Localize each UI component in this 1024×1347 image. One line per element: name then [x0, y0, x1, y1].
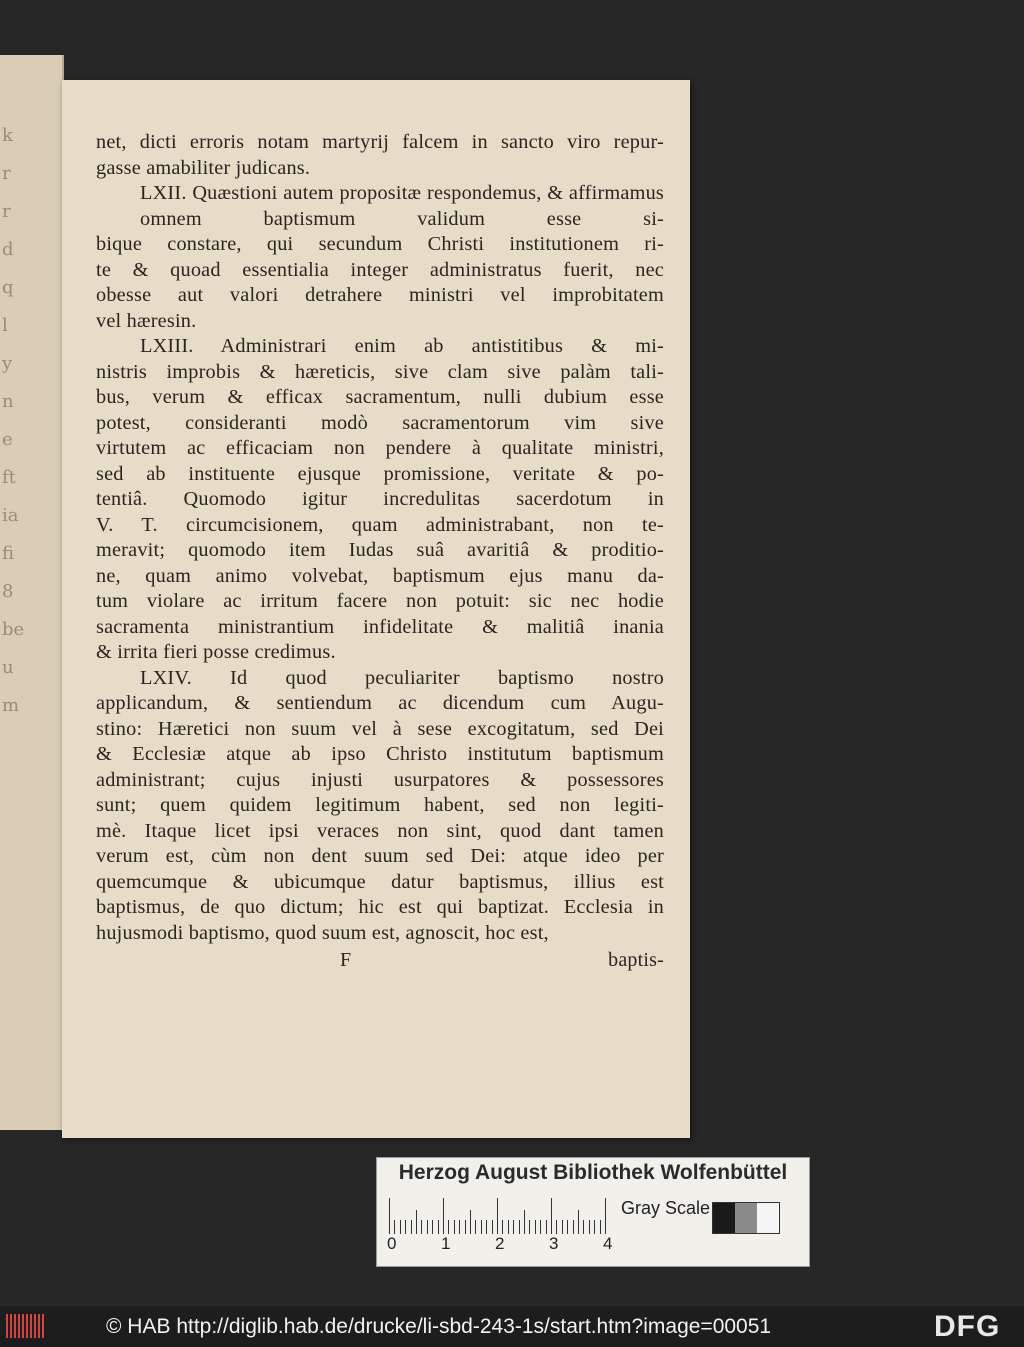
ghost-letter: k [2, 125, 13, 146]
ruler-tick [438, 1220, 439, 1234]
gray-scale-label: Gray Scale [621, 1198, 711, 1218]
signature-mark: F [340, 949, 352, 971]
ruler-tick [556, 1220, 557, 1234]
ruler-tick [594, 1220, 595, 1234]
ghost-letter: y [2, 353, 13, 374]
status-bar [0, 1306, 1024, 1347]
ruler-tick [600, 1220, 601, 1234]
text-line: gasse amabiliter judicans. [96, 156, 311, 179]
ghost-letter: ia [2, 505, 19, 526]
ruler-tick [546, 1220, 547, 1234]
ruler-number: 4 [603, 1234, 613, 1253]
ruler-tick [411, 1220, 412, 1234]
ruler-tick [513, 1220, 514, 1234]
text-line: bus, verum & efficax sacramentum, nulli dubium esse [96, 386, 664, 408]
text-line: & Ecclesiæ atque ab ipso Christo institutum baptismum [96, 743, 664, 765]
ruler-tick [400, 1220, 401, 1234]
ghost-letter: r [2, 201, 11, 222]
ruler-tick [481, 1220, 482, 1234]
ruler-number: 3 [549, 1234, 559, 1253]
ruler-tick [475, 1220, 476, 1234]
text-line: LXIII. Administrari enim ab antistitibus & mi- [140, 335, 664, 357]
ghost-letter: fi [2, 543, 15, 564]
ghost-letter: be [2, 619, 25, 640]
ruler-tick [416, 1210, 417, 1234]
ruler-tick [519, 1220, 520, 1234]
ruler-tick [562, 1220, 563, 1234]
ruler-tick [583, 1220, 584, 1234]
text-line: quemcumque & ubicumque datur baptismus, illius est [96, 870, 664, 893]
ghost-letter: d [2, 239, 14, 260]
ghost-letter: l [2, 315, 8, 336]
ruler-tick [567, 1220, 568, 1234]
ruler-tick [432, 1220, 433, 1234]
gray-swatches [712, 1202, 780, 1234]
text-line: nistris improbis & hæreticis, sive clam sive palàm tali- [96, 360, 664, 383]
ruler-tick [605, 1198, 606, 1234]
text-line: LXII. Quæstioni autem propositæ respondemus, & affirmamus omnem baptismum validum esse si- [140, 182, 664, 230]
ruler-tick [535, 1220, 536, 1234]
ruler-tick [394, 1220, 395, 1234]
text-line: sacramenta ministrantium infidelitate & malitiâ inania [96, 615, 664, 638]
gray-swatch [735, 1203, 757, 1233]
text-line: potest, consideranti modò sacramentorum vim sive [96, 411, 664, 434]
text-line: V. T. circumcisionem, quam administrabant, non te- [96, 513, 664, 536]
ruler-tick [486, 1220, 487, 1234]
page-text [96, 130, 664, 974]
ruler-number: 2 [495, 1234, 505, 1253]
hab-logo-icon [6, 1314, 46, 1338]
text-line: verum est, cùm non dent suum sed Dei: atque ideo per [96, 845, 664, 867]
ghost-letter: r [2, 163, 11, 184]
ruler-tick [427, 1220, 428, 1234]
catchword: baptis- [608, 949, 664, 971]
ruler-tick [578, 1210, 579, 1234]
ghost-letter: q [2, 277, 14, 298]
ruler-tick [454, 1220, 455, 1234]
book-page [62, 80, 690, 1138]
ruler-tick [389, 1198, 390, 1234]
text-line: LXIV. Id quod peculiariter baptismo nostro [140, 666, 664, 689]
text-line: bique constare, qui secundum Christi institutionem ri- [96, 233, 664, 255]
ghost-letter: ft [2, 467, 16, 488]
text-line: ne, quam animo volvebat, baptismum ejus manu da- [96, 564, 664, 587]
gray-swatch [757, 1203, 779, 1233]
ruler-tick [448, 1220, 449, 1234]
left-page-edge [0, 55, 64, 1130]
ruler-tick [421, 1220, 422, 1234]
ruler-tick [508, 1220, 509, 1234]
ruler-tick [443, 1198, 444, 1234]
ruler-tick [589, 1220, 590, 1234]
ruler-tick [551, 1198, 552, 1234]
text-line: stino: Hæretici non suum vel à sese excogitatum, sed Dei [96, 717, 664, 740]
text-line: obesse aut valori detrahere ministri vel improbitatem [96, 284, 664, 306]
ruler [389, 1196, 611, 1234]
ghost-letter: e [2, 429, 13, 450]
ruler-tick [470, 1210, 471, 1234]
page-footer [96, 948, 664, 974]
text-line: tentiâ. Quomodo igitur incredulitas sacerdotum in [96, 488, 664, 510]
text-line: & irrita fieri posse credimus. [96, 641, 336, 663]
ghost-letter: 8 [2, 581, 14, 602]
ruler-number: 1 [441, 1234, 451, 1253]
ruler-tick [573, 1220, 574, 1234]
ruler-tick [459, 1220, 460, 1234]
text-line: baptismus, de quo dictum; hic est qui baptizat. Ecclesia in [96, 896, 664, 918]
text-line: virtutem ac efficaciam non pendere à qualitate ministri, [96, 437, 664, 459]
ghost-letter: m [2, 695, 20, 716]
dfg-logo: DFG [934, 1310, 1001, 1343]
ruler-tick [524, 1210, 525, 1234]
color-scale-card [376, 1157, 810, 1267]
ruler-tick [405, 1220, 406, 1234]
text-line: tum violare ac irritum facere non potuit: sic nec hodie [96, 590, 664, 612]
ruler-tick [502, 1220, 503, 1234]
ruler-tick [492, 1220, 493, 1234]
ruler-number: 0 [387, 1234, 397, 1253]
text-line: meravit; quomodo item Iudas suâ avaritiâ & proditio- [96, 539, 664, 561]
text-line: sunt; quem quidem legitimum habent, sed non legiti- [96, 794, 664, 816]
gray-swatch [713, 1203, 735, 1233]
text-line: hujusmodi baptismo, quod suum est, agnoscit, hoc est, [96, 921, 549, 944]
text-line: vel hæresin. [96, 309, 197, 332]
text-line: net, dicti erroris notam martyrij falcem in sancto viro repur- [96, 131, 664, 153]
library-name: Herzog August Bibliothek Wolfenbüttel [398, 1161, 788, 1184]
text-line: sed ab instituente ejusque promissione, veritate & po- [96, 462, 664, 485]
ruler-tick [465, 1220, 466, 1234]
text-line: administrant; cujus injusti usurpatores & possessores [96, 768, 664, 791]
ruler-tick [540, 1220, 541, 1234]
ruler-tick [529, 1220, 530, 1234]
ruler-tick [497, 1198, 498, 1234]
ghost-letter: u [2, 657, 14, 678]
text-line: mè. Itaque licet ipsi veraces non sint, quod dant tamen [96, 819, 664, 842]
text-line: applicandum, & sentiendum ac dicendum cum Augu- [96, 692, 664, 714]
ghost-letter: n [2, 391, 14, 412]
copyright-url[interactable]: © HAB http://diglib.hab.de/drucke/li-sbd-243-1s/start.htm?image=00051 [106, 1315, 772, 1338]
text-line: te & quoad essentialia integer administratus fuerit, nec [96, 258, 664, 281]
